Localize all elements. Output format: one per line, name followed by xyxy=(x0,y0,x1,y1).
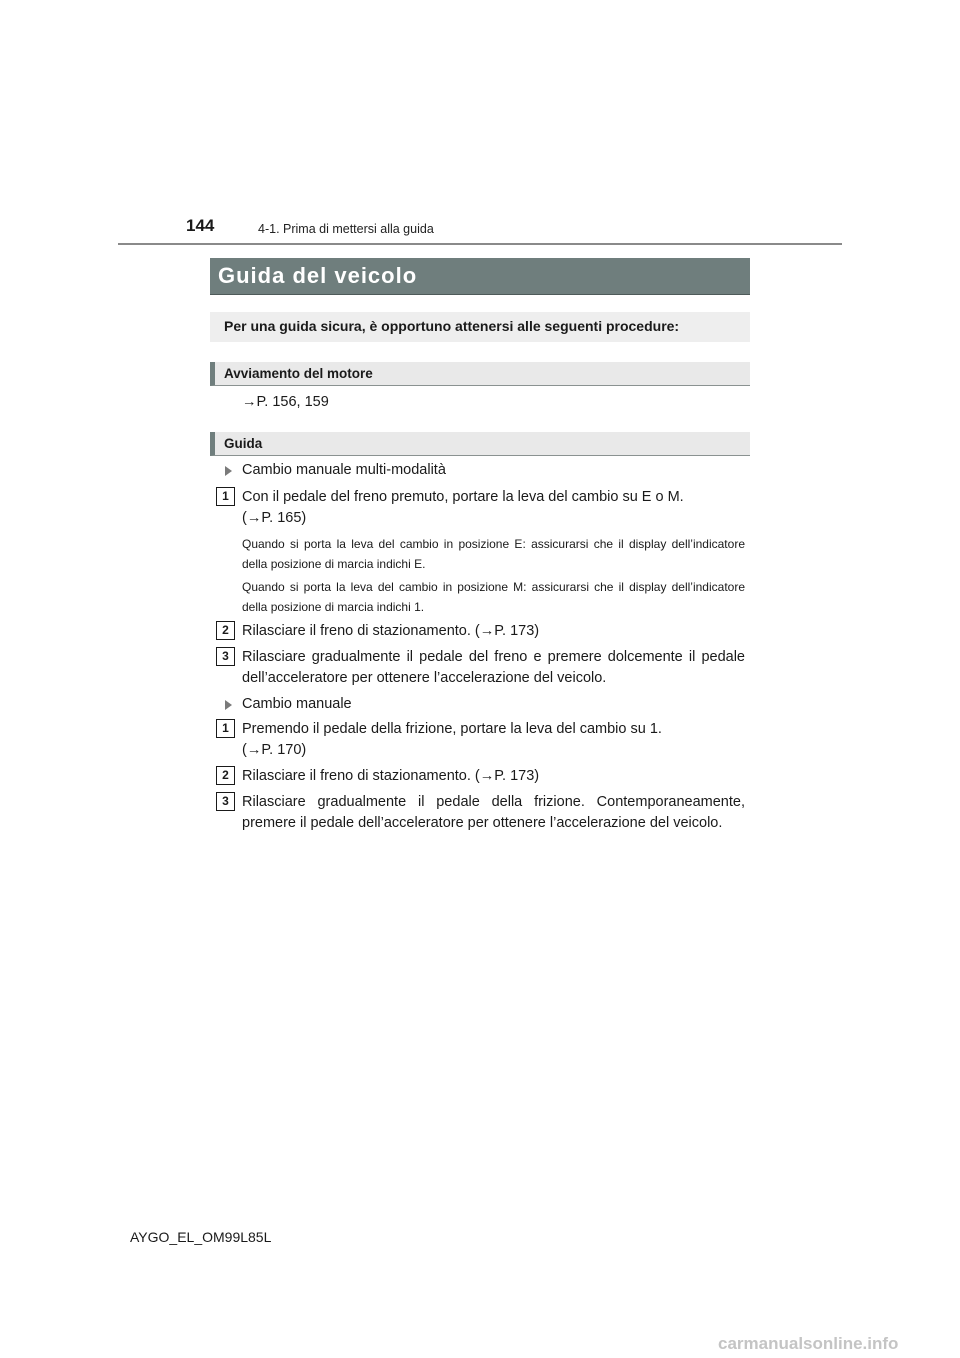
manual-code: AYGO_EL_OM99L85L xyxy=(130,1229,272,1245)
note-text: Quando si porta la leva del cambio in posizione M: assicurarsi che il display dell’indicatore della posizione di marcia indichi 1. xyxy=(242,580,745,614)
transmission-type-label: Cambio manuale xyxy=(242,696,352,712)
subsection-header-avviamento xyxy=(210,362,750,386)
intro-box xyxy=(210,312,750,342)
subsection-header-guida xyxy=(210,432,750,456)
note-text: Quando si porta la leva del cambio in posizione E: assicurarsi che il display dell’indicatore della posizione di marcia indichi E. xyxy=(242,537,745,571)
watermark: carmanualsonline.info xyxy=(718,1334,899,1353)
subsection-title: Guida xyxy=(224,436,263,451)
step-number-badge: 2 xyxy=(216,766,235,785)
subsection-title: Avviamento del motore xyxy=(224,366,373,381)
step-number-badge: 2 xyxy=(216,621,235,640)
page-reference-link[interactable]: →P. 156, 159 xyxy=(242,394,329,410)
triangle-bullet-icon xyxy=(225,700,232,710)
page-title: Guida del veicolo xyxy=(218,263,418,288)
page-reference-link[interactable]: (→P. 165) xyxy=(242,510,307,526)
step-number-badge: 3 xyxy=(216,792,235,811)
step-text: Rilasciare gradualmente il pedale del freno e premere dolcemente il pedale dell’acceleratore per ottenere l’accelerazione del veicolo. xyxy=(242,649,745,686)
transmission-type-label: Cambio manuale multi-modalità xyxy=(242,462,446,478)
intro-text: Per una guida sicura, è opportuno attenersi alle seguenti procedure: xyxy=(224,318,680,334)
step-text: Con il pedale del freno premuto, portare la leva del cambio su E o M. xyxy=(242,489,684,505)
triangle-bullet-icon xyxy=(225,466,232,476)
step-text: Rilasciare il freno di stazionamento. (→P. 173) xyxy=(242,623,540,639)
page-reference-link[interactable]: (→P. 170) xyxy=(242,742,307,758)
step-text: Premendo il pedale della frizione, portare la leva del cambio su 1. xyxy=(242,721,662,737)
header-rule xyxy=(118,243,842,245)
page-title-bar xyxy=(210,258,750,295)
step-text: Rilasciare gradualmente il pedale della frizione. Contemporaneamente, premere il pedale dell’acceleratore per ottenere l’accelerazione del veicolo. xyxy=(242,794,745,831)
step-number-badge: 3 xyxy=(216,647,235,666)
page-number: 144 xyxy=(186,216,215,235)
step-number-badge: 1 xyxy=(216,719,235,738)
step-text: Rilasciare il freno di stazionamento. (→P. 173) xyxy=(242,768,540,784)
step-number-badge: 1 xyxy=(216,487,235,506)
section-label: 4-1. Prima di mettersi alla guida xyxy=(258,222,434,236)
